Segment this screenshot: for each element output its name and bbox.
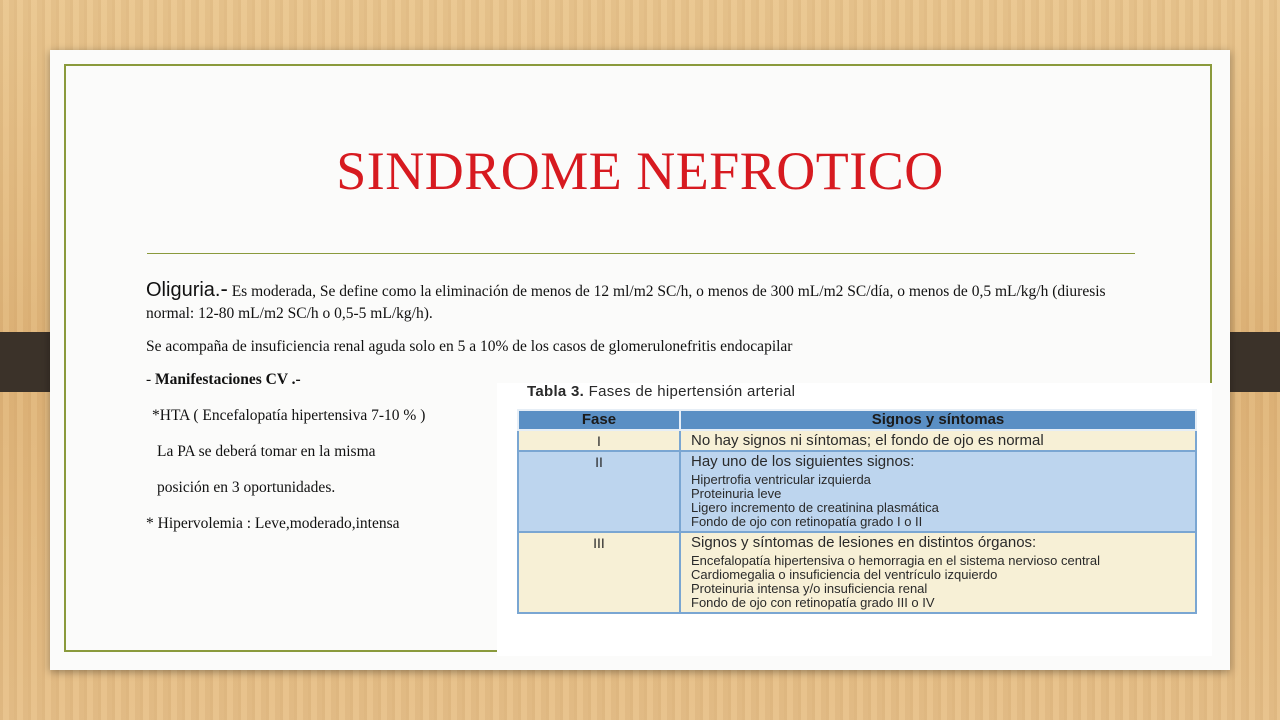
symptoms-main: Hay uno de los siguientes signos:: [691, 453, 915, 470]
table-row: [518, 451, 1196, 532]
table-caption-number: Tabla 3.: [527, 383, 585, 400]
header-signos: Signos y síntomas: [680, 410, 1196, 430]
symptoms-cell: [680, 451, 1196, 532]
pa-line-1: La PA se deberá tomar en la misma: [157, 443, 376, 460]
hipervolemia-line: * Hipervolemia : Leve,moderado,intensa: [146, 515, 400, 532]
symptoms-main: No hay signos ni síntomas; el fondo de ojo es normal: [691, 432, 1044, 449]
renal-paragraph: Se acompaña de insuficiencia renal aguda solo en 5 a 10% de los casos de glomerulonefritis endocapilar: [146, 338, 793, 355]
slide-title: SINDROME NEFROTICO: [336, 141, 944, 201]
fase-cell: III: [518, 532, 680, 613]
table-caption-text: Fases de hipertensión arterial: [584, 383, 796, 400]
oliguria-paragraph: [146, 278, 1146, 325]
symptoms-main: Signos y síntomas de lesiones en distintos órganos:: [691, 534, 1037, 551]
table-row: [518, 532, 1196, 613]
fase-cell: I: [518, 430, 680, 451]
table-row: [518, 430, 1196, 451]
pa-line-2: posición en 3 oportunidades.: [157, 479, 336, 496]
phases-table: [517, 409, 1197, 614]
symptom-item: Ligero incremento de creatinina plasmática: [691, 500, 939, 515]
symptom-item: Proteinuria leve: [691, 486, 782, 501]
title-divider: [147, 253, 1135, 254]
symptoms-cell: [680, 430, 1196, 451]
symptom-item: Cardiomegalia o insuficiencia del ventrículo izquierdo: [691, 567, 998, 582]
cv-heading: Manifestaciones CV .-: [155, 371, 301, 388]
table-header-row: [518, 410, 1196, 430]
header-fase: Fase: [518, 410, 680, 430]
oliguria-text: Es moderada, Se define como la eliminación de menos de 12 ml/m2 SC/h, o menos de 300 mL/m2 SC/día, o menos de 0,5 mL/kg/h (diuresis normal: 12-80 mL/m2 SC/h o 0,5-5 mL/kg/h).: [146, 283, 1106, 322]
symptom-item: Fondo de ojo con retinopatía grado I o II: [691, 514, 923, 529]
symptom-item: Encefalopatía hipertensiva o hemorragia en el sistema nervioso central: [691, 553, 1101, 568]
oliguria-dash: -: [220, 276, 228, 301]
fase-cell: II: [518, 451, 680, 532]
oliguria-label: Oliguria.: [146, 279, 221, 301]
symptom-item: Proteinuria intensa y/o insuficiencia renal: [691, 581, 928, 596]
symptom-item: Hipertrofia ventricular izquierda: [691, 472, 871, 487]
symptoms-cell: [680, 532, 1196, 613]
hypertension-phases-table-image: [497, 383, 1212, 656]
table-caption: [527, 383, 795, 400]
cv-prefix: -: [146, 371, 156, 388]
hta-line: *HTA ( Encefalopatía hipertensiva 7-10 % ): [152, 407, 426, 424]
symptom-item: Fondo de ojo con retinopatía grado III o IV: [691, 595, 935, 610]
